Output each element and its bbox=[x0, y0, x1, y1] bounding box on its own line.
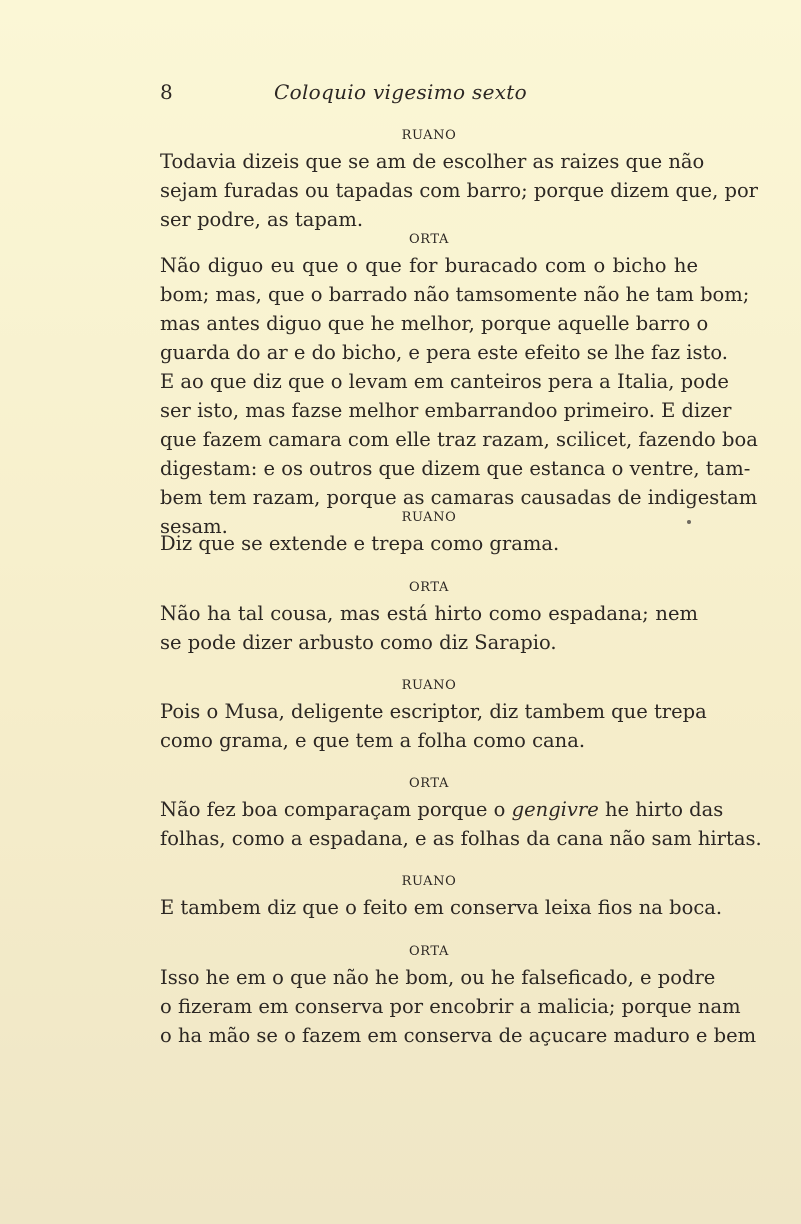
speaker-label: RUANO bbox=[401, 510, 457, 525]
text-line: Não ha tal cousa, mas está hirto como espadana; nem bbox=[160, 602, 698, 625]
italic-term: gengivre bbox=[511, 798, 599, 821]
text-line: se pode dizer arbusto como diz Sarapio. bbox=[160, 631, 557, 654]
text-segment: he hirto das bbox=[598, 798, 724, 821]
text-line bbox=[160, 795, 724, 824]
text-line: Todavia dizeis que se am de escolher as raizes que não bbox=[160, 150, 705, 173]
speech-orta-4 bbox=[160, 944, 757, 1050]
text-line: ser isto, mas fazse melhor embarrandoo primeiro. E dizer bbox=[160, 399, 732, 422]
text-line: ser podre, as tapam. bbox=[160, 208, 364, 231]
text-line: sejam furadas ou tapadas com barro; porque dizem que, por bbox=[160, 179, 759, 202]
speaker-label: RUANO bbox=[401, 874, 457, 889]
text-line: como grama, e que tem a folha como cana. bbox=[160, 729, 586, 752]
text-line: E tambem diz que o feito em conserva leixa fios na boca. bbox=[160, 896, 723, 919]
speaker-label: RUANO bbox=[401, 678, 457, 693]
speaker-label: ORTA bbox=[409, 944, 449, 959]
running-title: Coloquio vigesimo sexto bbox=[274, 80, 527, 104]
speaker-label: ORTA bbox=[409, 580, 449, 595]
speech-orta-2 bbox=[160, 580, 698, 657]
page-number: 8 bbox=[160, 80, 173, 104]
text-line: E ao que diz que o levam em canteiros pera a Italia, pode bbox=[160, 370, 729, 393]
text-line: Não diguo eu que o que for buracado com o bicho he bbox=[160, 254, 698, 277]
text-line: bem tem razam, porque as camaras causadas de indigestam bbox=[160, 486, 758, 509]
text-line: bom; mas, que o barrado não tamsomente não he tam bom; bbox=[160, 283, 750, 306]
speech-orta-3 bbox=[160, 776, 762, 853]
speech-ruano-1 bbox=[160, 128, 759, 234]
speaker-label: ORTA bbox=[409, 776, 449, 791]
text-line: o ha mão se o fazem em conserva de açucare maduro e bem bbox=[160, 1024, 757, 1047]
speech-ruano-4 bbox=[160, 874, 723, 922]
text-line: mas antes diguo que he melhor, porque aquelle barro o bbox=[160, 312, 709, 335]
text-segment: Não fez boa comparaçam porque o bbox=[160, 798, 512, 821]
text-line: Isso he em o que não he bom, ou he falseficado, e podre bbox=[160, 966, 716, 989]
text-line: digestam: e os outros que dizem que estanca o ventre, tam- bbox=[160, 457, 751, 480]
speech-ruano-2 bbox=[160, 510, 698, 558]
text-line: sesam. bbox=[160, 515, 228, 538]
speech-ruano-3 bbox=[160, 678, 707, 755]
page-header bbox=[0, 80, 801, 110]
speech-orta-1 bbox=[160, 232, 758, 541]
text-line: que fazem camara com elle traz razam, scilicet, fazendo boa bbox=[160, 428, 758, 451]
speaker-label: ORTA bbox=[409, 232, 449, 247]
text-line: guarda do ar e do bicho, e pera este efeito se lhe faz isto. bbox=[160, 341, 728, 364]
text-line: folhas, como a espadana, e as folhas da cana não sam hirtas. bbox=[160, 827, 762, 850]
text-line: o fizeram em conserva por encobrir a malicia; porque nam bbox=[160, 995, 741, 1018]
text-line: Pois o Musa, deligente escriptor, diz tambem que trepa bbox=[160, 700, 707, 723]
text-line: Diz que se extende e trepa como grama. bbox=[160, 532, 560, 555]
ink-speck bbox=[687, 520, 691, 524]
speaker-label: RUANO bbox=[401, 128, 457, 143]
